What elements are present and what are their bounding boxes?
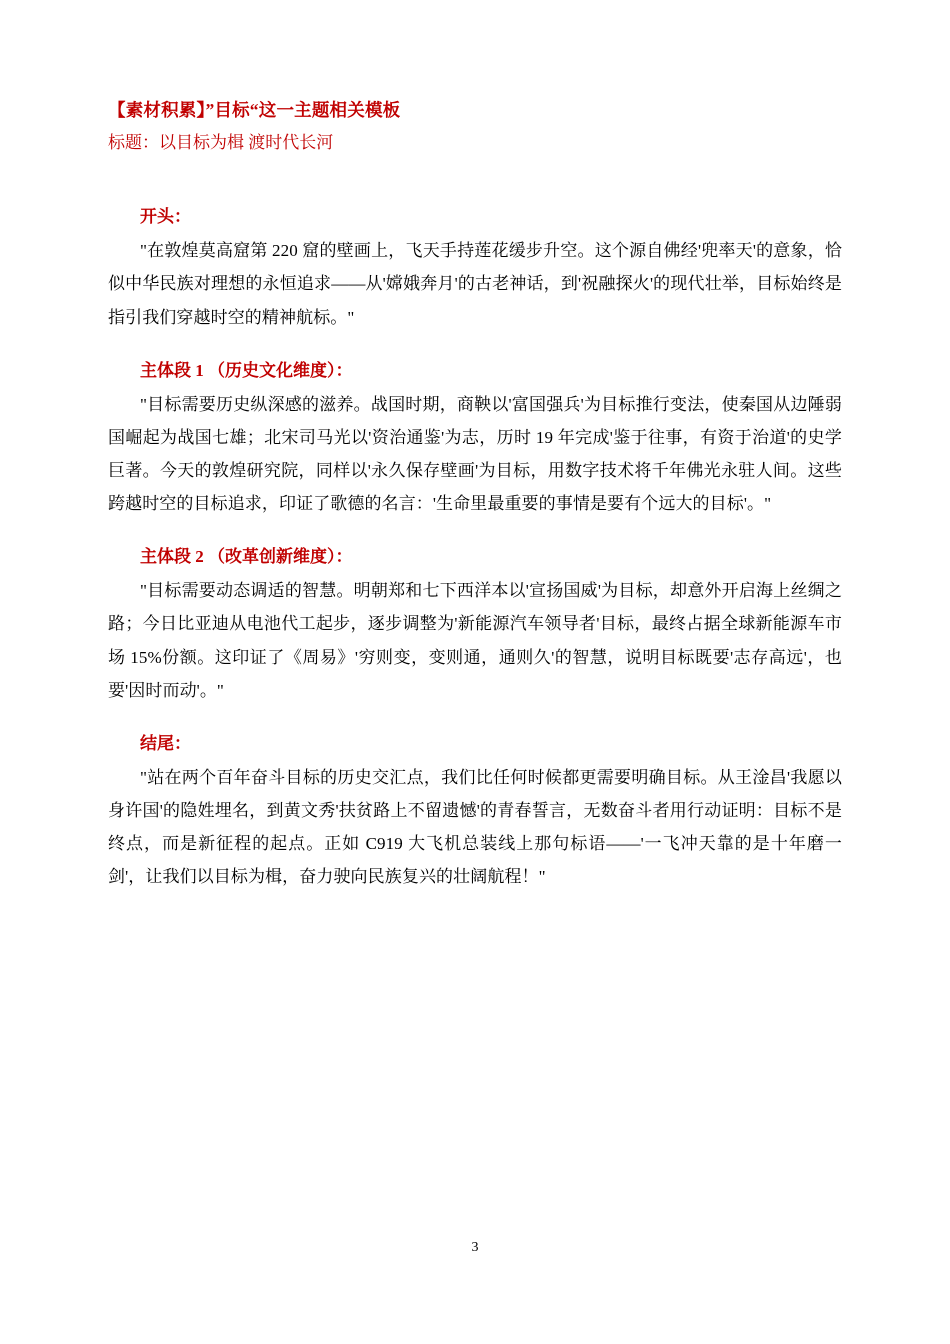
section-body-opening: "在敦煌莫高窟第 220 窟的壁画上，飞天手持莲花缓步升空。这个源自佛经'兜率天'的意象，恰似中华民族对理想的永恒追求——从'嫦娥奔月'的古老神话，到'祝融探火'的现代壮举，目标始终是指引我们穿越时空的精神航标。" <box>108 241 842 327</box>
section-body-conclusion: "站在两个百年奋斗目标的历史交汇点，我们比任何时候都更需要明确目标。从王淦昌'我愿以身许国'的隐姓埋名，到黄文秀'扶贫路上不留遗憾'的青春誓言，无数奋斗者用行动证明：目标不是终点，而是新征程的起点。正如 C919 大飞机总装线上那句标语——'一飞冲天靠的是十年磨一剑'，让我们以目标为楫，奋力驶向民族复兴的壮阔航程！" <box>108 767 842 887</box>
section-heading-conclusion: 结尾： <box>140 733 191 753</box>
section-heading-opening: 开头： <box>140 207 191 227</box>
section-body-text-2: "目标需要动态调适的智慧。明朝郑和七下西洋本以'宣扬国威'为目标，却意外开启海上丝绸之路；今日比亚迪从电池代工起步，逐步调整为'新能源汽车领导者'目标，最终占据全球新能源车市场 15%份额。这印证了《周易》'穷则变，变则通，通则久'的智慧，说明目标既要'志存高远'，也要'因时而动'。" <box>108 581 842 700</box>
section-heading-body-1: 主体段 1 （历史文化维度）： <box>140 360 353 380</box>
section-body-2 <box>108 540 842 707</box>
section-body-1 <box>108 354 842 521</box>
page-number: 3 <box>471 1240 479 1255</box>
section-body-text-1: "目标需要历史纵深感的滋养。战国时期，商鞅以'富国强兵'为目标推行变法，使秦国从边陲弱国崛起为战国七雄；北宋司马光以'资治通鉴'为志，历时 19 年完成'鉴于往事，有资于治道'的史学巨著。今天的敦煌研究院，同样以'永久保存壁画'为目标，用数字技术将千年佛光永驻人间。这些跨越时空的目标追求，印证了歌德的名言：'生命里最重要的事情是要有个远大的目标'。" <box>108 394 842 514</box>
section-heading-body-2: 主体段 2 （改革创新维度）： <box>140 547 353 567</box>
page-title: 【素材积累】”目标“这一主题相关模板 <box>108 100 401 120</box>
document-subtitle: 标题：以目标为楫 渡时代长河 <box>108 132 334 152</box>
section-opening <box>108 200 842 333</box>
section-conclusion <box>108 727 842 894</box>
spacer <box>108 182 842 200</box>
